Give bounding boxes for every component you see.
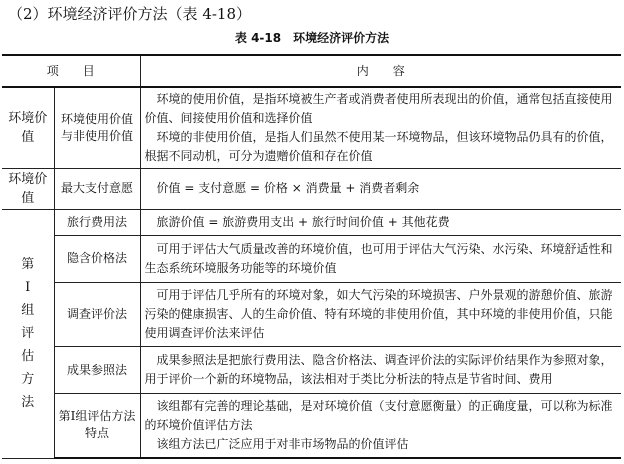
table-title: 表 4-18 环境经济评价方法	[234, 31, 390, 45]
row-content-hedonic-price	[140, 236, 621, 282]
vertical-char: Ⅰ	[25, 280, 31, 296]
paragraph: 旅游价值 = 旅游费用支出 + 旅行时间价值 + 其他花费	[156, 215, 450, 230]
group-label-environmental-value: 环境价值	[2, 87, 54, 168]
row-label-hedonic-price: 隐含价格法	[54, 236, 140, 282]
row-content-travel-cost	[140, 210, 621, 236]
table-row	[2, 210, 621, 236]
table-header-row	[2, 55, 621, 87]
row-content-benefit-transfer	[140, 347, 621, 393]
evaluation-methods-table	[2, 54, 621, 459]
table-row	[2, 347, 621, 393]
section-heading: （2）环境经济评价方法（表 4-18）	[8, 5, 252, 23]
vertical-char: 第	[21, 257, 35, 273]
row-content-group-1-features	[140, 393, 621, 458]
table-row	[2, 168, 621, 209]
paragraph: 环境的非使用价值，是指人们虽然不使用某一环境物品，但该环境物品仍具有的价值，根据不同动机，可分为遗赠价值和存在价值	[144, 129, 613, 163]
paragraph: 该组都有完善的理论基础，是对环境价值（支付意愿衡量）的正确度量，可以称为标准的环境价值评估方法	[144, 398, 613, 432]
table-row	[2, 87, 621, 168]
vertical-char: 组	[21, 303, 35, 319]
paragraph: 该组方法已广泛应用于对非市场物品的价值评估	[156, 436, 409, 451]
header-item: 项 目	[2, 55, 140, 87]
paragraph: 可用于评估大气质量改善的环境价值，也可用于评估大气污染、水污染、环境舒适性和生态系统环境服务功能等的环境价值	[144, 241, 613, 275]
group-label-environmental-value: 环境价值	[2, 168, 54, 209]
paragraph: 价值 = 支付意愿 = 价格 × 消费量 + 消费者剩余	[156, 181, 420, 196]
row-label-survey-evaluation: 调查评价法	[54, 282, 140, 347]
row-label-group-1-features: 第Ⅰ组评估方法特点	[54, 393, 140, 458]
group-label-method-group-1	[2, 210, 54, 458]
row-label-use-nonuse-value: 环境使用价值与非使用价值	[54, 87, 140, 168]
vertical-char: 估	[21, 349, 35, 365]
paragraph: 成果参照法是把旅行费用法、隐含价格法、调查评价法的实际评价结果作为参照对象，用于评价一个新的环境物品，该法相对于类比分析法的特点是节省时间、费用	[144, 353, 613, 387]
paragraph: 可用于评估几乎所有的环境对象，如大气污染的环境损害、户外景观的游憩价值、旅游污染的健康损害、人的生命价值、特有环境的非使用价值，其中环境的非使用价值，只能使用调查评价法来评估	[144, 288, 613, 341]
row-content-use-nonuse-value	[140, 87, 621, 168]
table-row	[2, 282, 621, 347]
table-row	[2, 393, 621, 458]
paragraph: 环境的使用价值，是指环境被生产者或消费者使用所表现出的价值，通常包括直接使用价值、间接使用价值和选择价值	[144, 91, 613, 125]
vertical-char: 法	[21, 395, 35, 411]
row-label-travel-cost: 旅行费用法	[54, 210, 140, 236]
vertical-char: 评	[21, 326, 35, 342]
table-row	[2, 236, 621, 282]
header-content: 内 容	[140, 55, 621, 87]
vertical-char: 方	[21, 372, 35, 388]
row-label-benefit-transfer: 成果参照法	[54, 347, 140, 393]
row-content-max-wtp	[140, 168, 621, 209]
row-label-max-wtp: 最大支付意愿	[54, 168, 140, 209]
row-content-survey-evaluation	[140, 282, 621, 347]
